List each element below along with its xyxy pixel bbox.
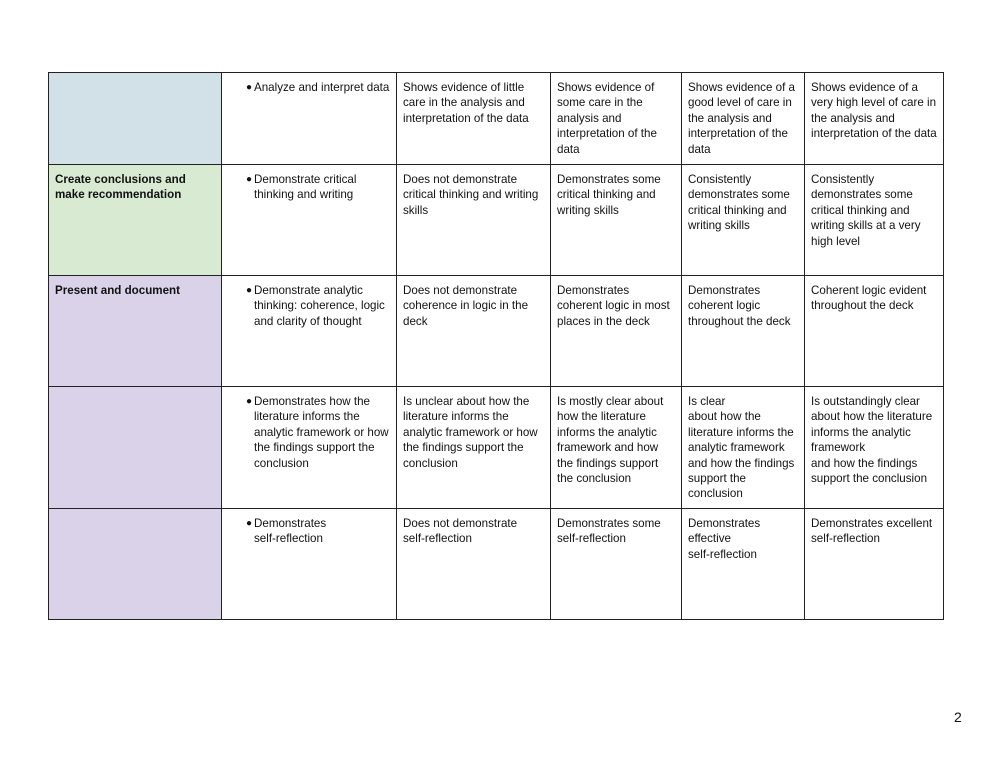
table-row xyxy=(49,276,944,387)
level-cell xyxy=(805,165,944,276)
level-cell xyxy=(551,509,682,620)
level-text: Does not demonstrate coherence in logic in the deck xyxy=(403,284,529,328)
level-text: Is outstandingly clear about how the literature informs the analytic framework and how the findings support the conclusion xyxy=(811,395,933,486)
level-text: Demonstrates coherent logic throughout the deck xyxy=(688,284,791,328)
criterion-label: Present and document xyxy=(55,284,180,297)
level-cell xyxy=(805,73,944,165)
level-text: Demonstrates some self-reflection xyxy=(557,517,661,546)
level-text: Coherent logic evident throughout the deck xyxy=(811,284,927,313)
level-cell xyxy=(805,387,944,509)
level-text: Demonstrates effective self-reflection xyxy=(688,517,761,561)
level-text: Does not demonstrate critical thinking and writing skills xyxy=(403,173,539,217)
table-row xyxy=(49,509,944,620)
level-text: Is mostly clear about how the literature informs the analytic framework and how the findings support the conclusion xyxy=(557,395,664,486)
level-text: Demonstrates coherent logic in most places in the deck xyxy=(557,284,670,328)
table-row xyxy=(49,165,944,276)
level-text: Is unclear about how the literature informs the analytic framework or how the findings support the conclusion xyxy=(403,395,538,470)
level-cell xyxy=(397,276,551,387)
level-cell xyxy=(551,387,682,509)
outcome-text: Demonstrates how the literature informs the analytic framework or how the findings support the conclusion xyxy=(254,395,389,470)
level-cell xyxy=(682,387,805,509)
level-text: Consistently demonstrates some critical thinking and writing skills at a very high level xyxy=(811,173,921,248)
bullet-icon: ● xyxy=(246,82,253,93)
outcome-cell xyxy=(222,509,397,620)
level-cell xyxy=(551,73,682,165)
level-cell xyxy=(682,276,805,387)
level-text: Demonstrates some critical thinking and writing skills xyxy=(557,173,661,217)
level-cell xyxy=(397,73,551,165)
bullet-icon: ● xyxy=(246,518,253,529)
level-cell xyxy=(397,509,551,620)
criterion-label-cell xyxy=(49,509,222,620)
outcome-cell xyxy=(222,276,397,387)
level-text: Shows evidence of a good level of care in the analysis and interpretation of the data xyxy=(688,81,795,156)
level-text: Shows evidence of little care in the analysis and interpretation of the data xyxy=(403,81,529,125)
table-row xyxy=(49,387,944,509)
outcome-text: Demonstrate analytic thinking: coherence, logic and clarity of thought xyxy=(254,284,385,328)
level-text: Demonstrates excellent self-reflection xyxy=(811,517,933,546)
outcome-cell xyxy=(222,165,397,276)
level-text: Is clear about how the literature informs the analytic framework and how the findings support the conclusion xyxy=(688,395,795,501)
level-cell xyxy=(551,276,682,387)
criterion-label-cell xyxy=(49,276,222,387)
bullet-icon: ● xyxy=(246,396,253,407)
table-row xyxy=(49,73,944,165)
level-cell xyxy=(397,387,551,509)
outcome-text: Analyze and interpret data xyxy=(254,81,390,94)
level-cell xyxy=(682,165,805,276)
level-cell xyxy=(682,73,805,165)
level-text: Consistently demonstrates some critical thinking and writing skills xyxy=(688,173,790,233)
level-text: Shows evidence of some care in the analysis and interpretation of the data xyxy=(557,81,657,156)
level-cell xyxy=(805,276,944,387)
page-number: 2 xyxy=(954,709,962,725)
rubric-table xyxy=(48,72,944,620)
level-cell xyxy=(682,509,805,620)
bullet-icon: ● xyxy=(246,285,253,296)
criterion-label-cell xyxy=(49,165,222,276)
bullet-icon: ● xyxy=(246,174,253,185)
outcome-cell xyxy=(222,73,397,165)
level-text: Shows evidence of a very high level of care in the analysis and interpretation of the data xyxy=(811,81,937,141)
level-cell xyxy=(397,165,551,276)
outcome-text: Demonstrates self-reflection xyxy=(254,517,327,546)
level-cell xyxy=(551,165,682,276)
outcome-cell xyxy=(222,387,397,509)
level-cell xyxy=(805,509,944,620)
outcome-text: Demonstrate critical thinking and writing xyxy=(254,173,357,202)
level-text: Does not demonstrate self-reflection xyxy=(403,517,518,546)
criterion-label-cell xyxy=(49,73,222,165)
criterion-label-cell xyxy=(49,387,222,509)
criterion-label: Create conclusions and make recommendation xyxy=(55,173,186,202)
